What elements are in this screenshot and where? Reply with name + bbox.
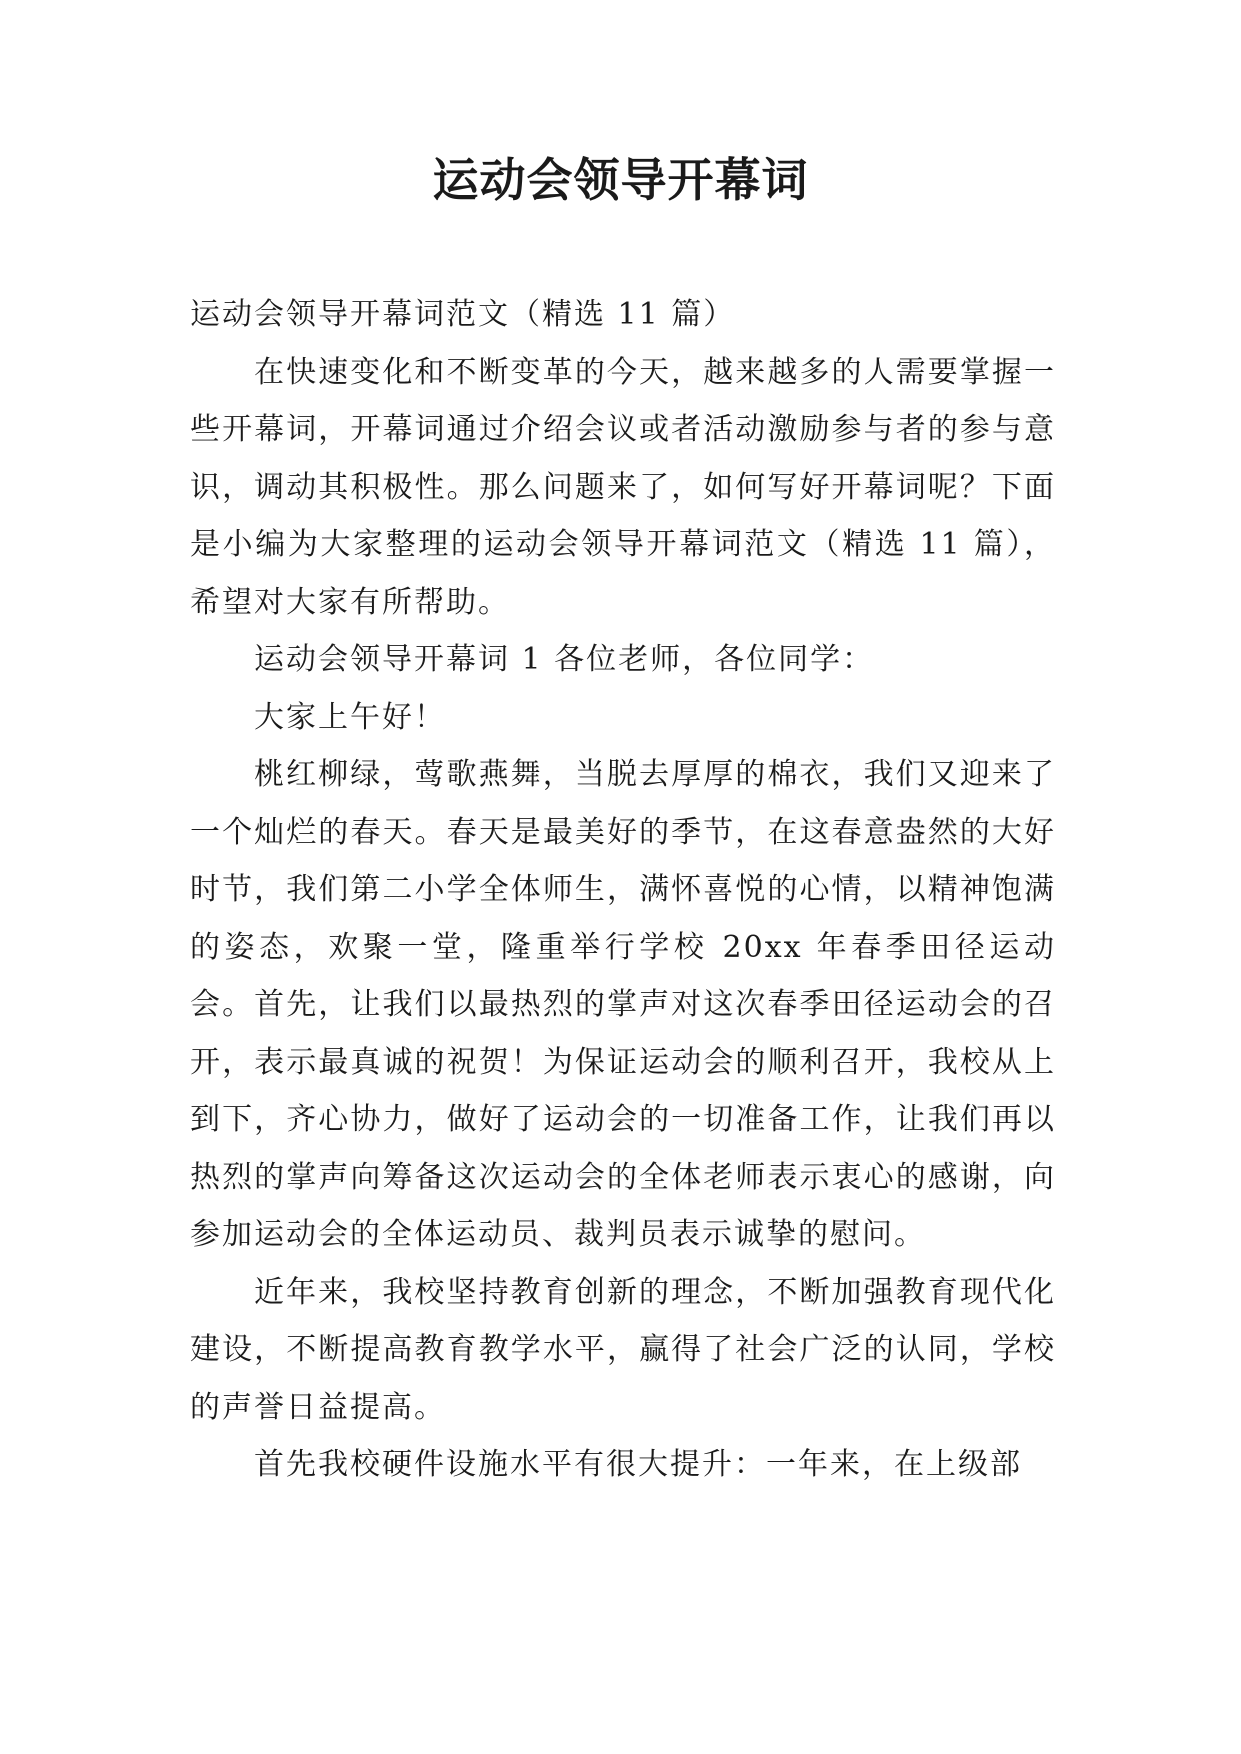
paragraph-greeting: 大家上午好！ xyxy=(254,699,446,735)
paragraph-spring-opening: 桃红柳绿，莺歌燕舞，当脱去厚厚的棉衣，我们又迎来了一个灿烂的春天。春天是最美好的季节，在这春意盎然的大好时节，我们第二小学全体师生，满怀喜悦的心情，以精神饱满的姿态，欢聚一堂，隆重举行学校 20xx 年春季田径运动会。首先，让我们以最热烈的掌声对这次春季田径运动会的召开，表示最真诚的祝贺！为保证运动会的顺利召开，我校从上到下，齐心协力，做好了运动会的一切准备工作，让我们再以热烈的掌声向筹备这次运动会的全体老师表示衷心的感谢，向参加运动会的全体运动员、裁判员表示诚挚的慰问。 xyxy=(190,757,1056,1252)
document-subtitle: 运动会领导开幕词范文（精选 11 篇） xyxy=(190,297,736,332)
paragraph-intro: 在快速变化和不断变革的今天，越来越多的人需要掌握一些开幕词，开幕词通过介绍会议或者活动激励参与者的参与意识，调动其积极性。那么问题来了，如何写好开幕词呢？下面是小编为大家整理的运动会领导开幕词范文（精选 11 篇），希望对大家有所帮助。 xyxy=(190,354,1056,620)
document-title: 运动会领导开幕词 xyxy=(432,153,809,207)
paragraph-facilities: 首先我校硬件设施水平有很大提升：一年来，在上级部 xyxy=(254,1447,1022,1482)
paragraph-school-progress: 近年来，我校坚持教育创新的理念，不断加强教育现代化建设，不断提高教育教学水平，赢得了社会广泛的认同，学校的声誉日益提高。 xyxy=(190,1274,1056,1425)
paragraph-greeting-audience: 运动会领导开幕词 1 各位老师，各位同学： xyxy=(254,642,875,677)
document-body xyxy=(190,286,1056,1494)
